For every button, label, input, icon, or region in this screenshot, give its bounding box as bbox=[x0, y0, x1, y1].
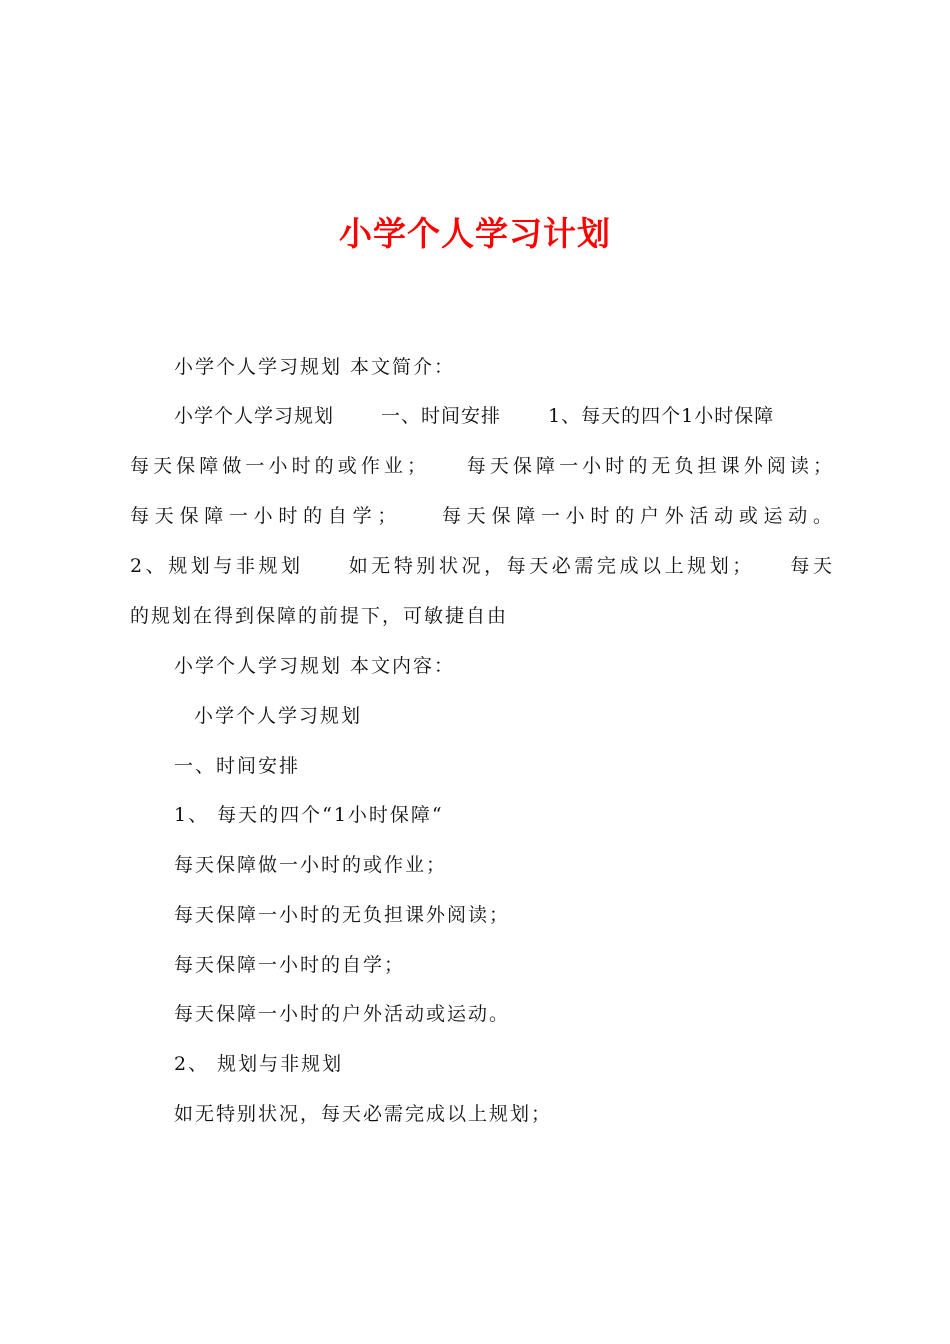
document-title: 小学个人学习计划 bbox=[339, 214, 611, 253]
intro-paragraph bbox=[130, 391, 832, 641]
content-title: 小学个人学习规划 bbox=[194, 705, 363, 727]
intro-line-4: 2、规划与非规划 如无特别状况，每天必需完成以上规划； 每天 bbox=[130, 555, 832, 577]
item1-line-2: 每天保障一小时的无负担课外阅读； bbox=[174, 904, 511, 926]
intro-line-3: 每天保障一小时的自学； 每天保障一小时的户外活动或运动。 bbox=[130, 505, 832, 527]
item1-line-4: 每天保障一小时的户外活动或运动。 bbox=[174, 1003, 511, 1025]
intro-line-5: 的规划在得到保障的前提下，可敏捷自由 bbox=[130, 605, 509, 627]
intro-line-1: 小学个人学习规划 一、时间安排 1、每天的四个1小时保障 bbox=[174, 405, 775, 427]
item-heading-1: 1、 每天的四个“1小时保障“ bbox=[174, 804, 444, 826]
section-heading-1: 一、时间安排 bbox=[174, 755, 301, 777]
intro-heading: 小学个人学习规划 本文简介： bbox=[174, 356, 456, 378]
item1-line-1: 每天保障做一小时的或作业； bbox=[174, 854, 448, 876]
item-heading-2: 2、 规划与非规划 bbox=[174, 1053, 344, 1075]
content-heading: 小学个人学习规划 本文内容： bbox=[174, 655, 456, 677]
item2-line-1: 如无特别状况，每天必需完成以上规划； bbox=[174, 1103, 553, 1125]
item1-line-3: 每天保障一小时的自学； bbox=[174, 954, 406, 976]
intro-line-2: 每天保障做一小时的或作业； 每天保障一小时的无负担课外阅读； bbox=[130, 455, 832, 477]
